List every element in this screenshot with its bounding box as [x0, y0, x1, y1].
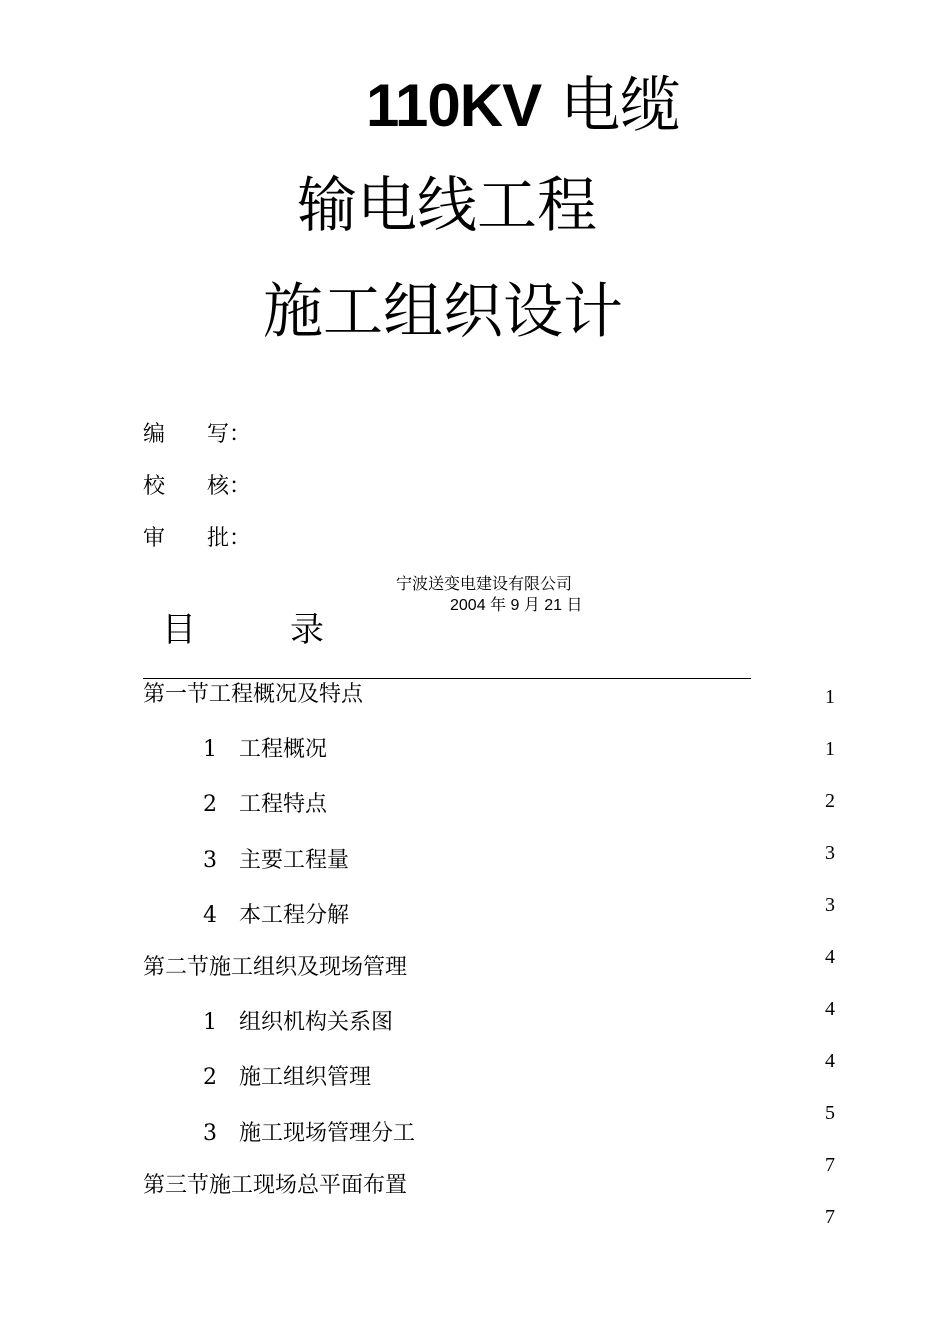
- toc-entry-number: 2: [203, 1065, 217, 1090]
- toc-page-number: 3: [825, 842, 835, 864]
- toc-entry-text: 第一节工程概况及特点: [143, 682, 364, 707]
- field-approver-label-a: 审: [143, 526, 166, 551]
- toc-entry-text: 第三节施工现场总平面布置: [143, 1173, 408, 1198]
- toc-item-1-3[interactable]: [203, 846, 349, 876]
- toc-item-2-2[interactable]: [203, 1063, 371, 1093]
- toc-page-number: 7: [825, 1206, 835, 1228]
- toc-heading: [162, 608, 324, 652]
- toc-section-2[interactable]: [143, 953, 407, 983]
- toc-entry-number: 1: [203, 1010, 217, 1035]
- field-checker-label-a: 校: [143, 474, 166, 499]
- toc-entry-number: 4: [203, 903, 217, 928]
- toc-entry-text: 本工程分解: [239, 903, 350, 928]
- toc-page-number: 7: [825, 1154, 835, 1176]
- toc-entry-text: 主要工程量: [239, 848, 350, 873]
- toc-page-number: 2: [825, 790, 835, 812]
- field-checker: [143, 472, 251, 502]
- title-line-1: [366, 70, 680, 142]
- toc-page-number: 5: [825, 1102, 835, 1124]
- toc-section-3[interactable]: [143, 1171, 407, 1201]
- field-author: [143, 420, 251, 450]
- title-line-3: 施工组织设计: [263, 277, 623, 347]
- title-voltage: 110KV: [366, 72, 542, 139]
- toc-page-number: 4: [825, 946, 835, 968]
- toc-item-1-4[interactable]: [203, 901, 349, 931]
- toc-page-number: 4: [825, 1050, 835, 1072]
- field-author-label-a: 编: [143, 422, 166, 447]
- toc-item-1-1[interactable]: [203, 735, 327, 765]
- toc-page-number: 1: [825, 738, 835, 760]
- toc-item-1-2[interactable]: [203, 790, 327, 820]
- toc-page-number: 1: [825, 686, 835, 708]
- toc-page-number: 3: [825, 894, 835, 916]
- document-date: 2004 年 9 月 21 日: [450, 597, 583, 614]
- toc-divider: [143, 678, 751, 679]
- toc-page-number: 4: [825, 998, 835, 1020]
- toc-entry-text: 组织机构关系图: [239, 1010, 394, 1035]
- toc-entry-number: 3: [203, 848, 217, 873]
- company-name: 宁波送变电建设有限公司: [396, 576, 573, 593]
- field-checker-label-b: 核：: [207, 474, 252, 499]
- toc-entry-number: 3: [203, 1121, 217, 1146]
- field-author-label-b: 写：: [207, 422, 252, 447]
- toc-entry-text: 施工现场管理分工: [239, 1121, 416, 1146]
- field-approver-label-b: 批：: [207, 526, 252, 551]
- toc-heading-b: 录: [290, 610, 324, 650]
- toc-section-1[interactable]: [143, 680, 363, 710]
- title-cable: 电缆: [560, 71, 681, 141]
- toc-entry-text: 工程概况: [239, 737, 328, 762]
- toc-entry-text: 施工组织管理: [239, 1065, 372, 1090]
- toc-entry-text: 工程特点: [239, 792, 328, 817]
- toc-entry-text: 第二节施工组织及现场管理: [143, 955, 408, 980]
- field-approver: [143, 524, 251, 554]
- toc-entry-number: 1: [203, 737, 217, 762]
- toc-item-2-3[interactable]: [203, 1119, 415, 1149]
- toc-heading-a: 目: [162, 610, 196, 650]
- toc-item-2-1[interactable]: [203, 1008, 393, 1038]
- title-line-2: 输电线工程: [297, 171, 597, 241]
- toc-entry-number: 2: [203, 792, 217, 817]
